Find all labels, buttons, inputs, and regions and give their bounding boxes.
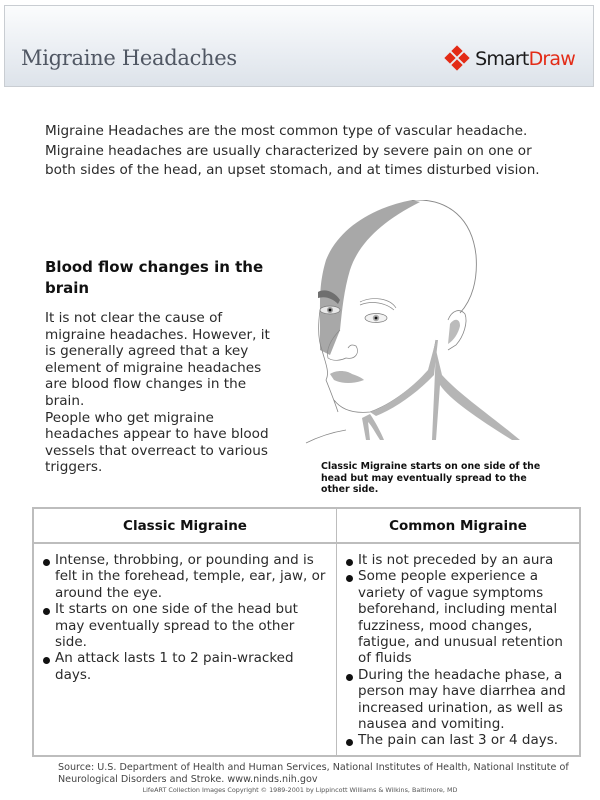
section-paragraph-1: It is not clear the cause of migraine headaches. However, it is generally agreed that a key element of migraine headaches are blood flow changes in the brain. [45, 310, 270, 409]
list-item: It is not preceded by an aura [345, 552, 571, 568]
common-migraine-list [345, 552, 571, 749]
source-citation: Source: U.S. Department of Health and Human Services, National Institutes of Health, National Institute of Neurological Disorders and Stroke. www.ninds.nih.gov [58, 762, 569, 785]
classic-migraine-cell [33, 543, 337, 756]
migraine-comparison-table [32, 507, 581, 757]
column-header-classic: Classic Migraine [33, 508, 337, 543]
section-paragraph-2: People who get migraine headaches appear to have blood vessels that overreact to various triggers. [45, 409, 269, 476]
common-migraine-cell [337, 543, 581, 756]
page-title: Migraine Headaches [21, 46, 237, 70]
smartdraw-logo [444, 45, 575, 73]
logo-text-smart: Smart [475, 48, 529, 70]
list-item: Some people experience a variety of vague symptoms beforehand, including mental fuzziness, mood changes, fatigue, and unusual retention of fluids [345, 568, 571, 666]
list-item: During the headache phase, a person may have diarrhea and increased urination, as well as nausea and vomiting. [345, 667, 571, 733]
smartdraw-diamond-icon [444, 46, 470, 72]
section-body [45, 310, 275, 476]
section-heading: Blood flow changes in the brain [45, 258, 264, 297]
logo-text-draw: Draw [528, 48, 575, 70]
figure-caption: Classic Migraine starts on one side of the head but may eventually spread to the other side. [321, 461, 541, 495]
copyright-notice: LifeART Collection Images Copyright © 1989-2001 by Lippincott Williams & Wilkins, Baltimore, MD [142, 786, 458, 794]
intro-paragraph: Migraine Headaches are the most common type of vascular headache. Migraine headaches are usually characterized by severe pain on one or both sides of the head, an upset stomach, and at times disturbed vision. [45, 123, 540, 178]
list-item: The pain can last 3 or 4 days. [345, 732, 571, 748]
head-illustration [300, 200, 540, 460]
list-item: It starts on one side of the head but may eventually spread to the other side. [42, 601, 328, 650]
classic-migraine-list [42, 552, 328, 683]
column-header-common: Common Migraine [337, 508, 581, 543]
header-banner [4, 5, 594, 87]
list-item: An attack lasts 1 to 2 pain-wracked days. [42, 650, 328, 683]
logo-wordmark [475, 48, 575, 70]
list-item: Intense, throbbing, or pounding and is felt in the forehead, temple, ear, jaw, or around the eye. [42, 552, 328, 601]
